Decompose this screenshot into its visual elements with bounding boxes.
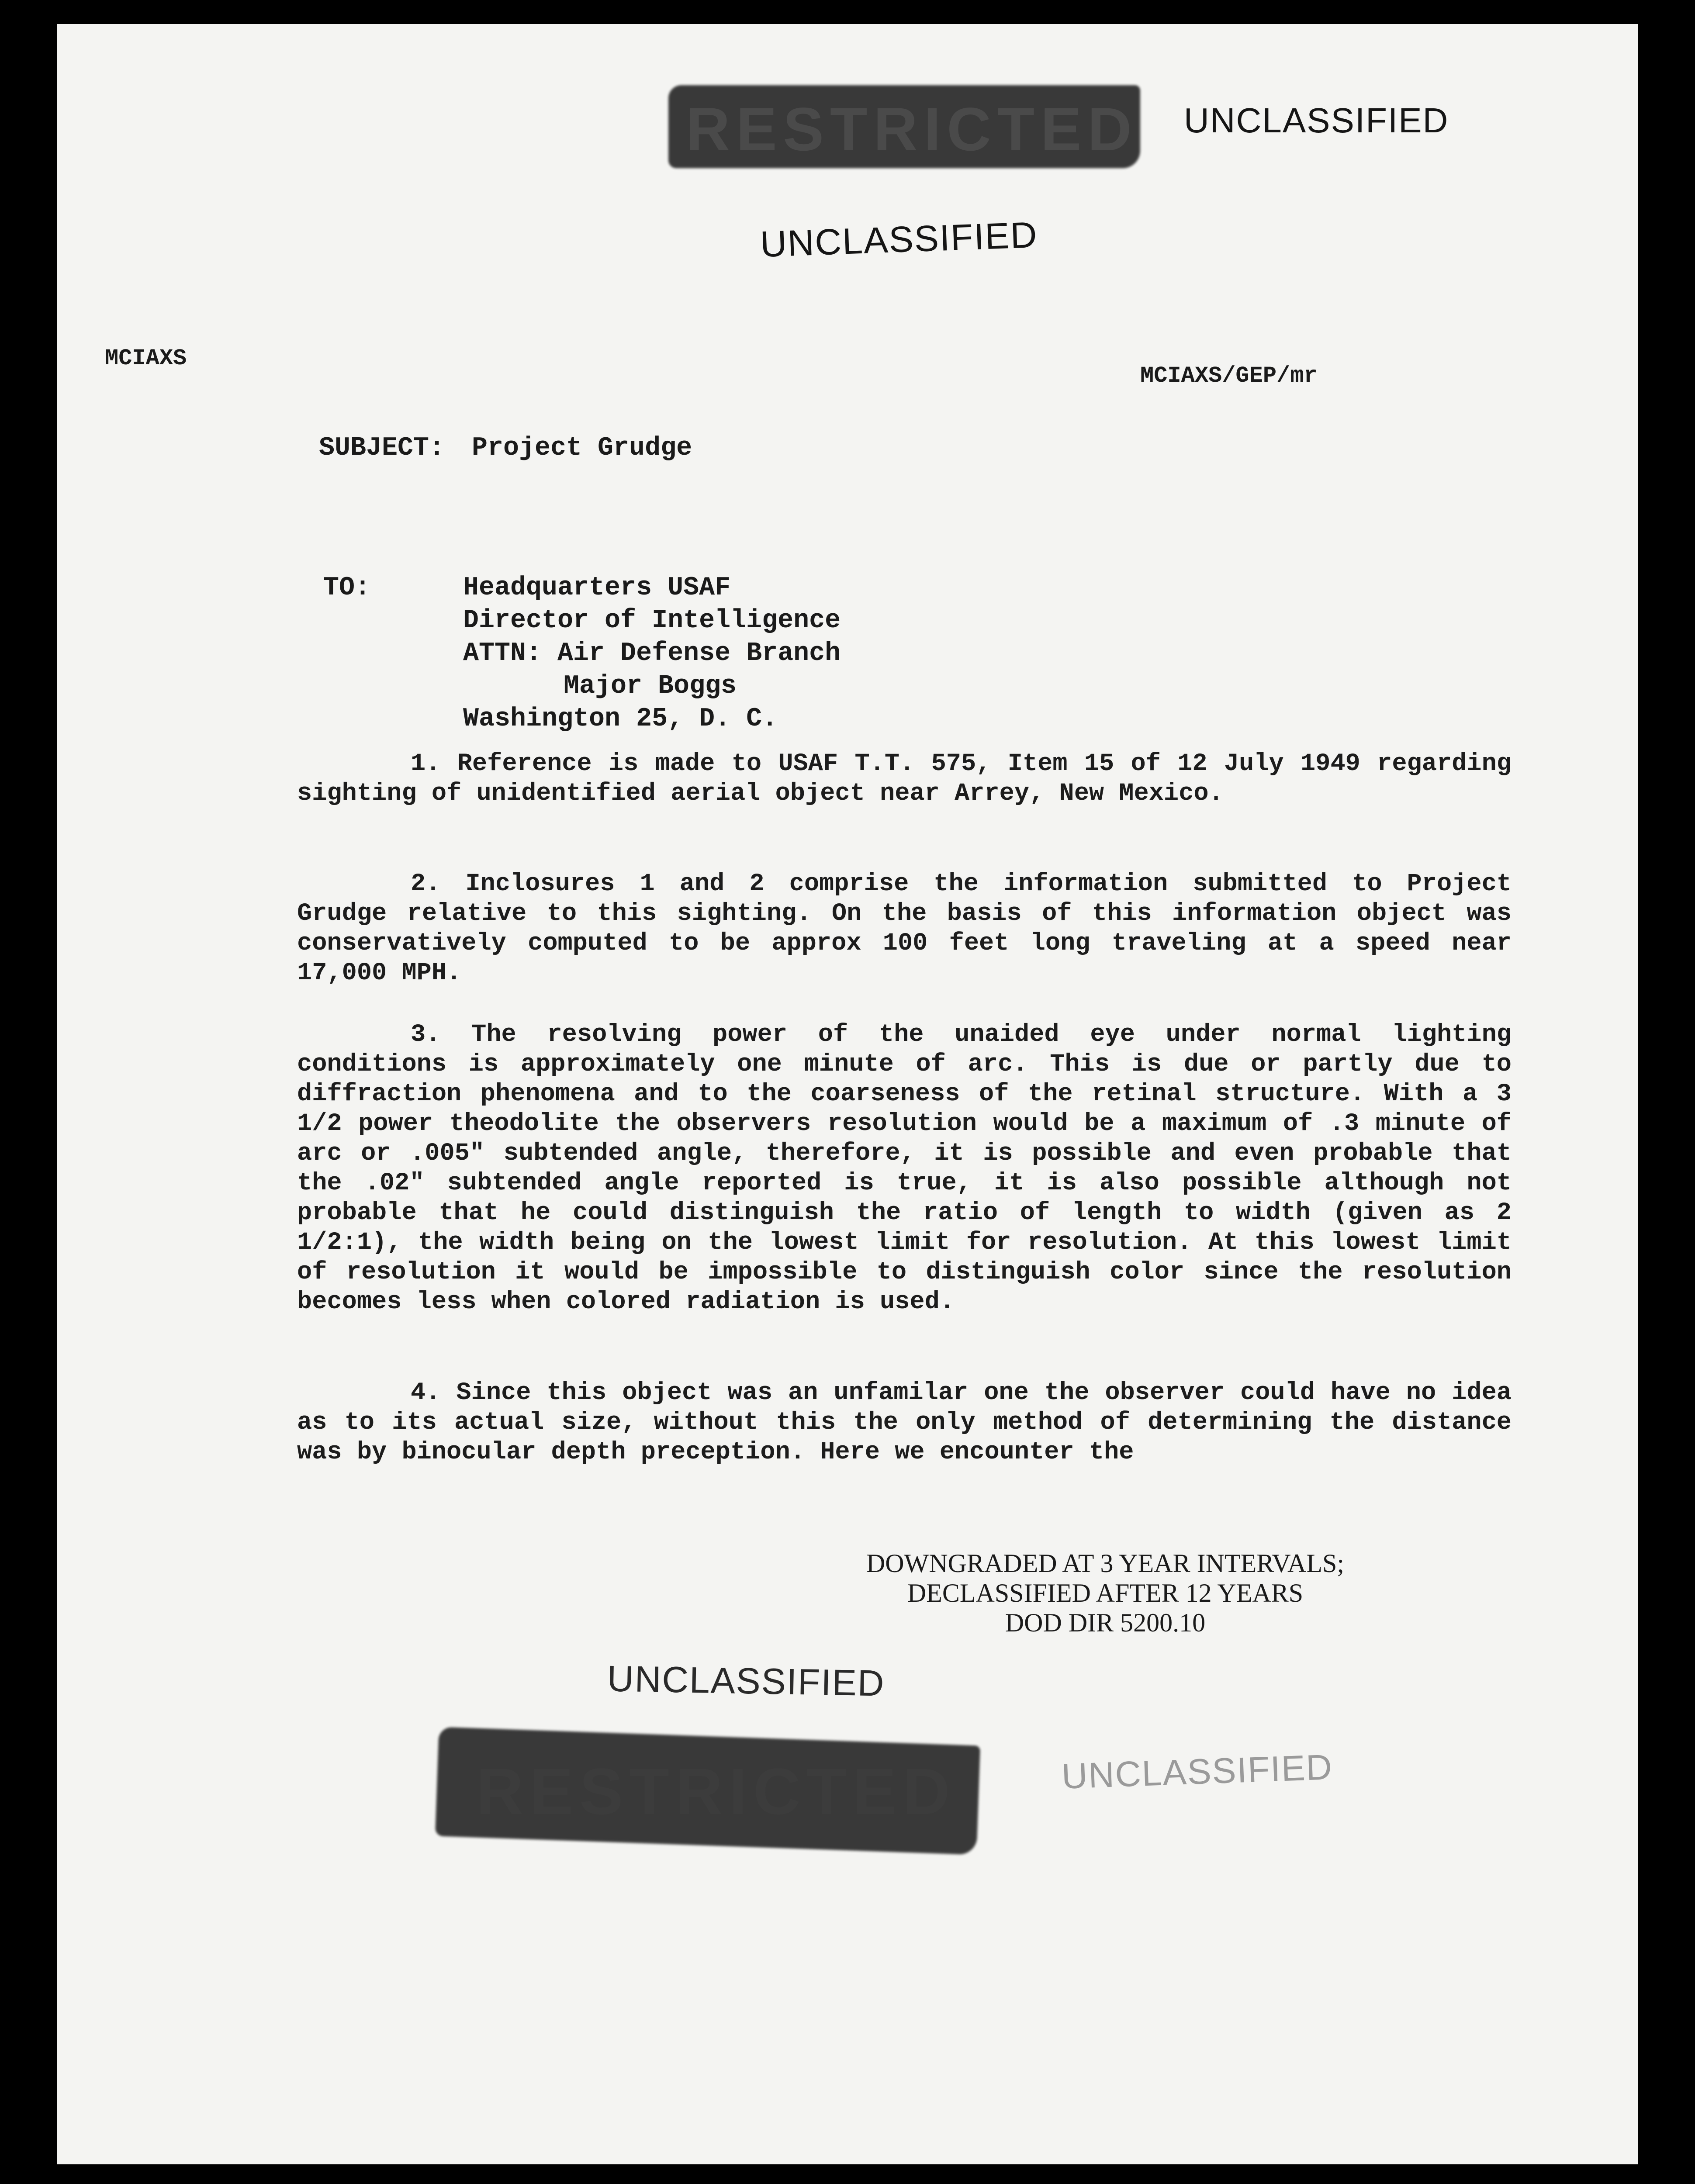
- unclassified-stamp-bottom-left: UNCLASSIFIED: [607, 1658, 886, 1704]
- paragraph-3: [297, 1020, 1512, 1317]
- paragraph-2-number: 2.: [411, 870, 441, 898]
- downgrade-notice: [799, 1548, 1411, 1638]
- paragraph-1: [297, 749, 1512, 809]
- unclassified-stamp-top-right: UNCLASSIFIED: [1184, 101, 1449, 140]
- unclassified-stamp-bottom-right: UNCLASSIFIED: [1061, 1747, 1334, 1797]
- to-line-2: Director of Intelligence: [463, 606, 841, 636]
- header-right-ref: MCIAXS/GEP/mr: [1140, 363, 1318, 389]
- paragraph-4: [297, 1378, 1512, 1467]
- paragraph-4-number: 4.: [411, 1379, 441, 1407]
- paragraph-4-text: Since this object was an unfamilar one the observer could have no idea as to its actual size, without this the only method of determining the distance was by binocular depth preception. Here we encounter the: [297, 1379, 1512, 1466]
- header-left-ref: MCIAXS: [105, 346, 187, 371]
- downgrade-line-2: DECLASSIFIED AFTER 12 YEARS: [907, 1579, 1304, 1607]
- to-line-5: Washington 25, D. C.: [463, 704, 778, 734]
- to-line-4: Major Boggs: [564, 671, 737, 701]
- unclassified-stamp-top-center: UNCLASSIFIED: [759, 214, 1038, 265]
- to-line-3: ATTN: Air Defense Branch: [463, 639, 841, 668]
- restricted-stamp-bottom: RESTRICTED: [476, 1755, 956, 1828]
- paragraph-2-text: Inclosures 1 and 2 comprise the information submitted to Project Grudge relative to this sighting. On the basis of this information object was conservatively computed to be approx 100 feet long traveling at a speed near 17,000 MPH.: [297, 870, 1512, 987]
- document-page: [57, 24, 1638, 2164]
- subject-label: SUBJECT:: [319, 433, 445, 463]
- paragraph-1-number: 1.: [411, 750, 441, 778]
- paragraph-1-text: Reference is made to USAF T.T. 575, Item 15 of 12 July 1949 regarding sighting of unidentified aerial object near Arrey, New Mexico.: [297, 750, 1512, 808]
- to-label: TO:: [323, 573, 371, 603]
- downgrade-line-3: DOD DIR 5200.10: [1005, 1608, 1206, 1637]
- paragraph-3-number: 3.: [411, 1021, 441, 1049]
- downgrade-line-1: DOWNGRADED AT 3 YEAR INTERVALS;: [866, 1549, 1345, 1578]
- subject-text: Project Grudge: [472, 433, 692, 463]
- paragraph-2: [297, 869, 1512, 988]
- restricted-stamp-top: RESTRICTED: [686, 95, 1138, 163]
- paragraph-3-text: The resolving power of the unaided eye under normal lighting conditions is approximately one minute of arc. This is due or partly due to diffraction phenomena and to the coarseness of the retinal structure. With a 3 1/2 power theodolite the observers resolution would be a maximum of .3 minute of arc or .005" subtended angle, therefore, it is possible and even probable that the .02" subtended angle reported is true, it is also possible although not probable that he could distinguish the ratio of length to width (given as 2 1/2:1), the width being on the lowest limit for resolution. At this lowest limit of resolution it would be impossible to distinguish color since the resolution becomes less when colored radiation is used.: [297, 1021, 1512, 1316]
- to-line-1: Headquarters USAF: [463, 573, 731, 603]
